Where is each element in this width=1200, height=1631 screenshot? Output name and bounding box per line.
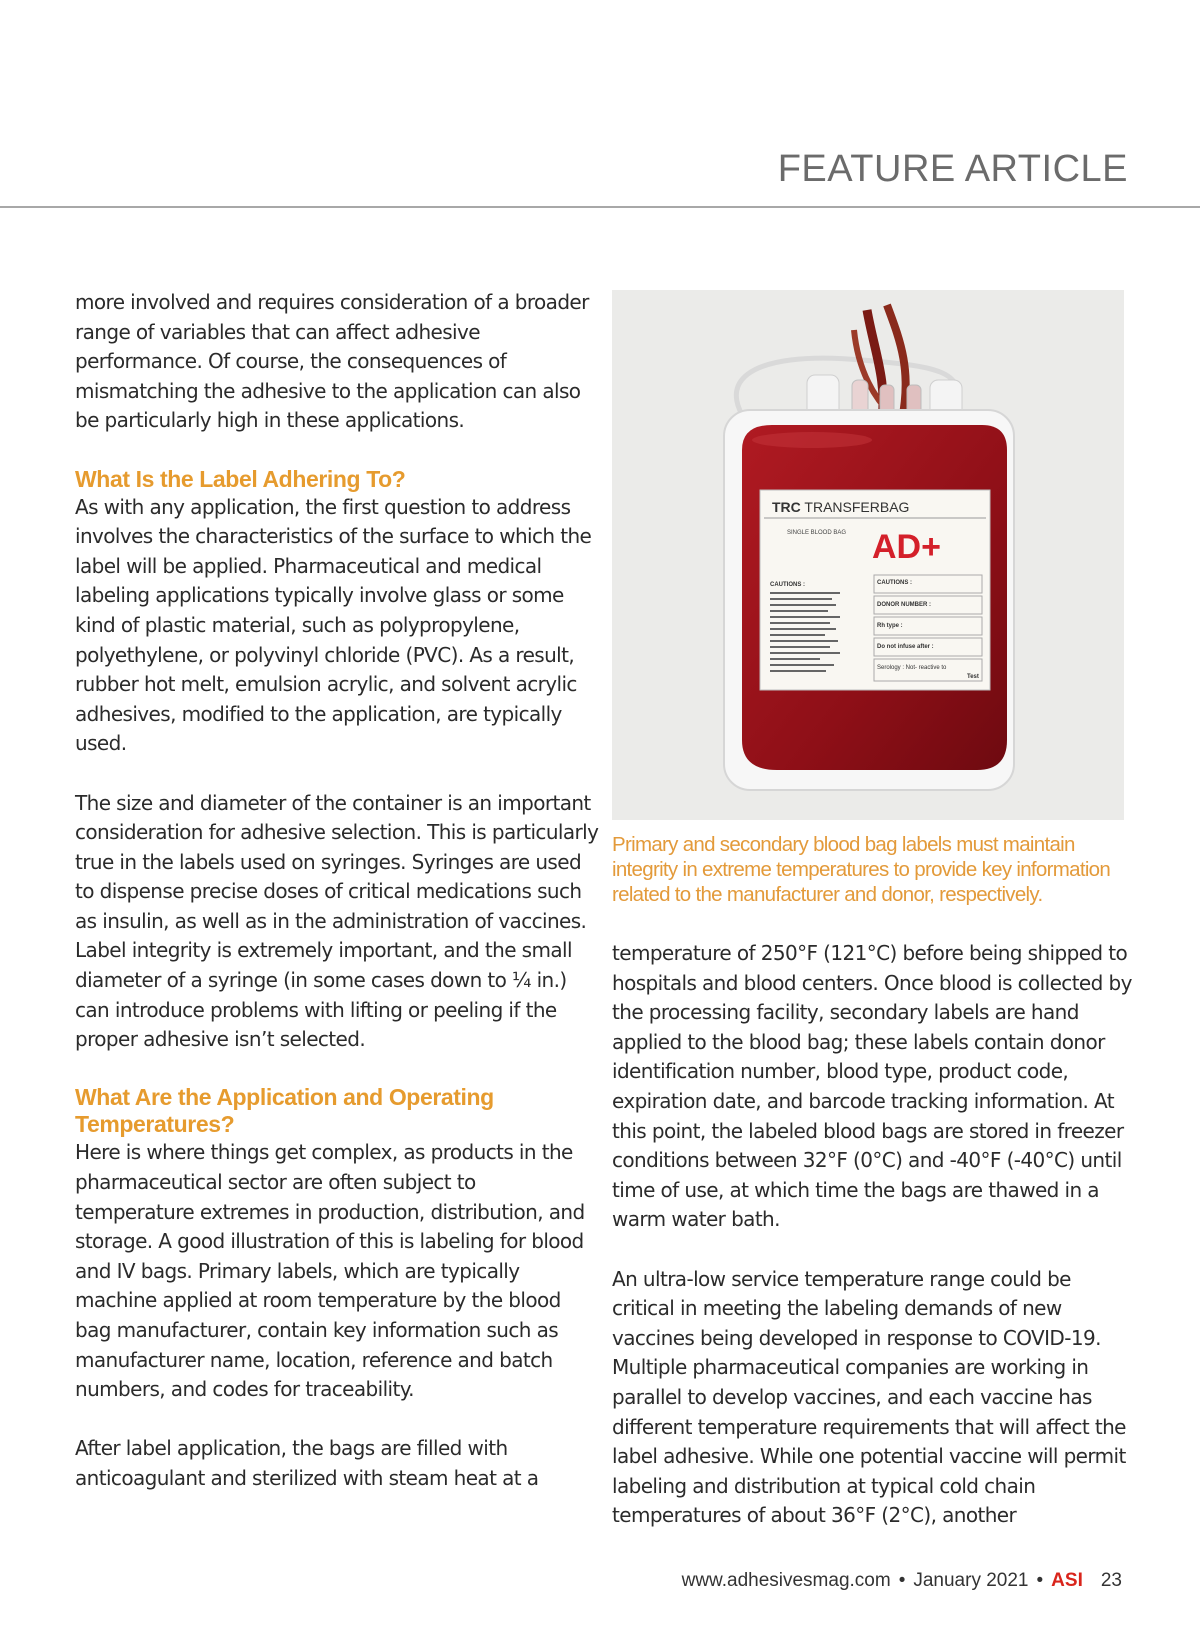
header-rule	[0, 206, 1200, 208]
cautions-left: CAUTIONS :	[770, 582, 805, 588]
paragraph: temperature of 250°F (121°C) before being shipped to hospitals and blood centers. Once blood is collected by the processing facility, secondary labels are hand applied to the blood bag; these labels contain donor identification number, blood type, product code, expiration date, and barcode tracking information. At this point, the labeled blood bags are stored in freezer conditions between 32°F (0°C) and -40°F (-40°C) until time of use, at which time the bags are thawed in a warm water bath.	[612, 941, 1132, 1232]
section-label: FEATURE ARTICLE	[777, 148, 1128, 190]
right-column	[612, 939, 1132, 1560]
left-column	[75, 288, 600, 1523]
paragraph: Here is where things get complex, as products in the pharmaceutical sector are often subject to temperature extremes in production, distribution, and storage. A good illustration of this is labeling for blood and IV bags. Primary labels, which are typically machine applied at room temperature by the blood bag manufacturer, contain key information such as manufacturer name, location, reference and batch numbers, and codes for traceability.	[75, 1140, 585, 1402]
test-label: Test	[967, 674, 979, 680]
rh-type: Rh type :	[877, 623, 903, 629]
page-number: 23	[1100, 1570, 1122, 1591]
cautions-right: CAUTIONS :	[877, 580, 912, 586]
website: www.adhesivesmag.com	[681, 1570, 891, 1591]
bullet: •	[1036, 1570, 1044, 1591]
paragraph: The size and diameter of the container is an important consideration for adhesive selection. This is particularly true in the labels used on syringes. Syringes are used to dispense precise doses of critical medications such as insulin, as well as in the administration of vaccines. Label integrity is extremely important, and the small diameter of a syringe (in some cases down to ¼ in.) can introduce problems with lifting or peeling if the proper adhesive isn’t selected.	[75, 790, 599, 1052]
brand-logo: ASI	[1051, 1570, 1083, 1591]
blood-bag-photo	[612, 290, 1124, 820]
paragraph: An ultra-low service temperature range could be critical in meeting the labeling demands of new vaccines being developed in response to COVID-19. Multiple pharmaceutical companies are working in parallel to develop vaccines, and each vaccine has different temperature requirements that will affect the label adhesive. While one potential vaccine will permit labeling and distribution at typical cold chain temperatures of about 36°F (2°C), another	[612, 1266, 1126, 1528]
figure-caption: Primary and secondary blood bag labels must maintain integrity in extreme temperatures to provide key information related to the manufacturer and donor, respectively.	[612, 833, 1111, 906]
paragraph: As with any application, the first question to address involves the characteristics of the surface to which the label will be applied. Pharmaceutical and medical labeling applications typically involve glass or some kind of plastic material, such as polypropylene, polyethylene, or polyvinyl chloride (PVC). As a result, rubber hot melt, emulsion acrylic, and solvent acrylic adhesives, modified to the application, are typically used.	[75, 494, 592, 756]
donor-number: DONOR NUMBER :	[877, 602, 931, 608]
paragraph: more involved and requires consideration of a broader range of variables that can affect adhesive performance. Of course, the consequences of mismatching the adhesive to the application can also be particularly high in these applications.	[75, 290, 589, 433]
blood-type: AD+	[872, 528, 941, 566]
bag-brand: TRC	[772, 499, 801, 515]
page-footer	[682, 1570, 1122, 1592]
bag-subtitle: SINGLE BLOOD BAG	[787, 530, 847, 536]
paragraph: After label application, the bags are filled with anticoagulant and sterilized with steam heat at a	[75, 1436, 539, 1490]
bag-name: TRANSFERBAG	[804, 499, 910, 515]
serology: Serology : Not- reactive to	[877, 665, 947, 671]
subheading: What Are the Application and Operating Temperatures?	[75, 1084, 494, 1138]
subheading: What Is the Label Adhering To?	[75, 465, 406, 492]
issue-date: January 2021	[913, 1570, 1029, 1591]
do-not-infuse: Do not infuse after :	[877, 644, 934, 650]
svg-text:TRC TRANSFERBAG	[772, 499, 909, 515]
bullet: •	[898, 1570, 906, 1591]
